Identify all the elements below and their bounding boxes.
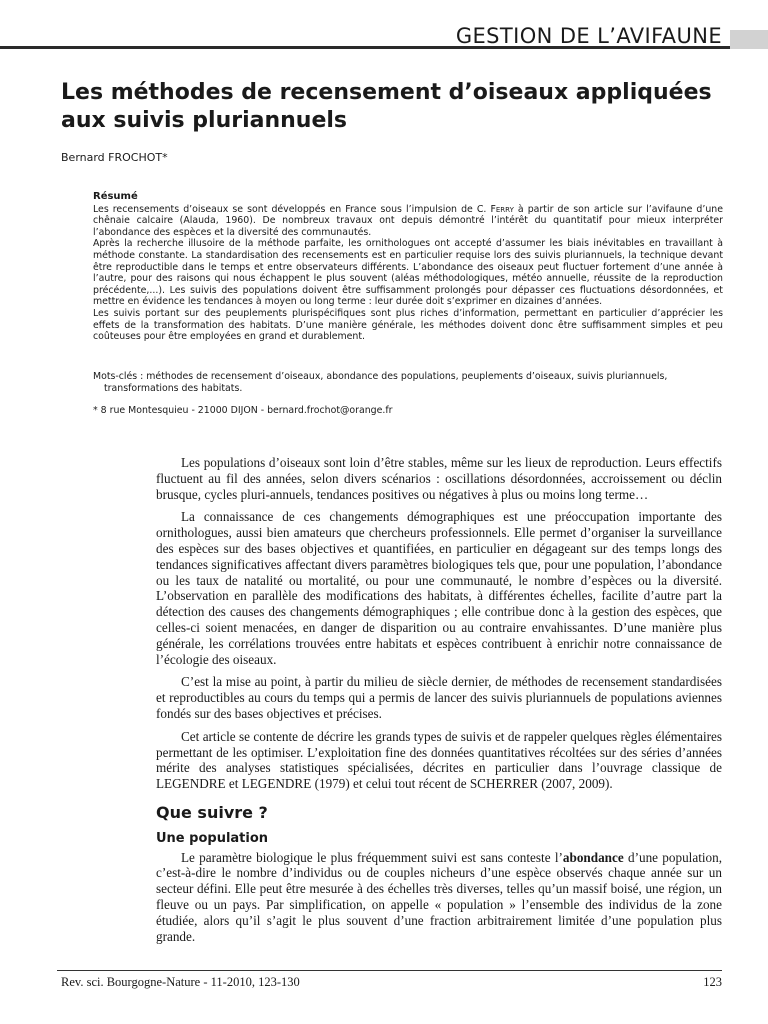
keywords-line-1: Mots-clés : méthodes de recensement d’oiseaux, abondance des populations, peuplements d’oiseaux, suivis pluriannuels,	[93, 371, 668, 382]
title-line-1: Les méthodes de recensement d’oiseaux appliquées	[61, 80, 712, 105]
article-title	[61, 79, 721, 135]
page-number: 123	[703, 975, 722, 989]
body-paragraph-1: Les populations d’oiseaux sont loin d’être stables, même sur les lieux de reproduction. Leurs effectifs fluctuent au fil des années, selon divers scénarios : oscillations désordonnées, accroissement ou déclin brusque, cycles pluri-annuels, tendances positives ou négatives à plus ou moins long terme…	[156, 455, 722, 502]
emphasis-abondance: abondance	[562, 849, 624, 865]
subsection-heading: Une population	[156, 830, 269, 846]
abstract	[93, 191, 723, 343]
section-heading: Que suivre ?	[156, 802, 268, 822]
section-tag: GESTION DE L’AVIFAUNE	[455, 24, 722, 48]
body-paragraph-3: C’est la mise au point, à partir du milieu de siècle dernier, de méthodes de recensement standardisées et reproductibles au cours du temps qui a permis de lancer des suivis pluriannuels de populations aviennes fondés sur des bases objectives et précises.	[156, 674, 722, 721]
author-address: * 8 rue Montesquieu - 21000 DIJON - bernard.frochot@orange.fr	[93, 405, 393, 416]
keywords	[93, 371, 723, 394]
abstract-paragraph-2: Après la recherche illusoire de la méthode parfaite, les ornithologues ont accepté d’assumer les biais inévitables en travaillant à méthode constante. La standardisation des recensements est en particulier requise lors des suivis pluriannuels, la technique devant être reproductible dans le temps et entre observateurs différents. L’abondance des oiseaux peut fluctuer fortement d’une année à l’autre, pour des raisons qui nous échappent le plus souvent (aléas méthodologiques, météo annuelle, réussite de la reproduction précédente,...). Les suivis des populations doivent être suffisamment prolongés pour dépasser ces fluctuations désordonnées, et mettre en évidence les tendances à moyen ou long terme : leur durée doit s’exprimer en dizaines d’années.	[93, 238, 723, 308]
title-line-2: aux suivis pluriannuels	[61, 108, 348, 133]
footer-rule	[57, 970, 722, 971]
body-paragraph-4: Cet article se contente de décrire les grands types de suivis et de rappeler quelques règles élémentaires permettant de les optimiser. L’exploitation fine des données quantitatives récoltées sur des séries d’années mérite des analyses statistiques spécialisées, décrites en particulier dans l’ouvrage classique de LEGENDRE et LEGENDRE (1979) et celui tout récent de SCHERRER (2007, 2009).	[156, 728, 722, 792]
header-grey-block	[730, 30, 768, 49]
author-name-ferry: Ferry	[490, 203, 514, 215]
footer-citation: Rev. sci. Bourgogne-Nature - 11-2010, 123-130	[61, 975, 300, 989]
abstract-paragraph-1: Les recensements d’oiseaux se sont développés en France sous l’impulsion de C. Ferry à partir de son article sur l’avifaune d’une chênaie calcaire (Alauda, 1960). De nombreux travaux ont depuis démontré l’intérêt du quantitatif pour mieux interpréter l’abondance des espèces et la diversité des communautés.	[93, 203, 723, 238]
article-body	[156, 455, 722, 951]
body-paragraph-2: La connaissance de ces changements démographiques est une préoccupation importante des ornithologues, aussi bien amateurs que chercheurs professionnels. Elle permet d’organiser la surveillance des espèces sur des bases objectives et quantifiées, en particulier en dégageant sur des temps longs des tendances significatives affectant divers paramètres biologiques tels que, pour une population, l’abondance ou les taux de natalité ou mortalité, ou pour une communauté, le nombre d’espèces ou la diversité. L’observation en parallèle des modifications des habitats, à différentes échelles, facilite d’autre part la détection des causes des changements démographiques ; elle contribue donc à la gestion des espèces, que celles-ci soient menacées, en danger de disparition ou au contraire envahissantes. D’une manière plus générale, les corrélations trouvées entre habitats et espèces contribuent à enrichir notre connaissance de l’écologie des oiseaux.	[156, 509, 722, 667]
abstract-heading: Résumé	[93, 191, 138, 202]
abstract-paragraph-3: Les suivis portant sur des peuplements plurispécifiques sont plus riches d’information, permettant en particulier d’apprécier les effets de la transformation des habitats. D’une manière générale, les méthodes doivent donc être suffisamment simples et peu coûteuses pour être employées en grand et durablement.	[93, 307, 723, 343]
author: Bernard FROCHOT*	[61, 151, 168, 164]
body-paragraph-5: Le paramètre biologique le plus fréquemment suivi est sans conteste l’abondance d’une population, c’est-à-dire le nombre d’individus ou de couples nicheurs d’une espèce observés chaque année sur un secteur défini. Elle peut être mesurée à des échelles très diverses, telles qu’un massif boisé, une région, un fleuve ou un pays. Par simplification, on appelle « population » l’ensemble des individus de la zone étudiée, alors qu’il s’agit le plus souvent d’une fraction arbitrairement limitée d’une population plus grande.	[156, 849, 723, 944]
keywords-line-2: transformations des habitats.	[104, 382, 243, 394]
